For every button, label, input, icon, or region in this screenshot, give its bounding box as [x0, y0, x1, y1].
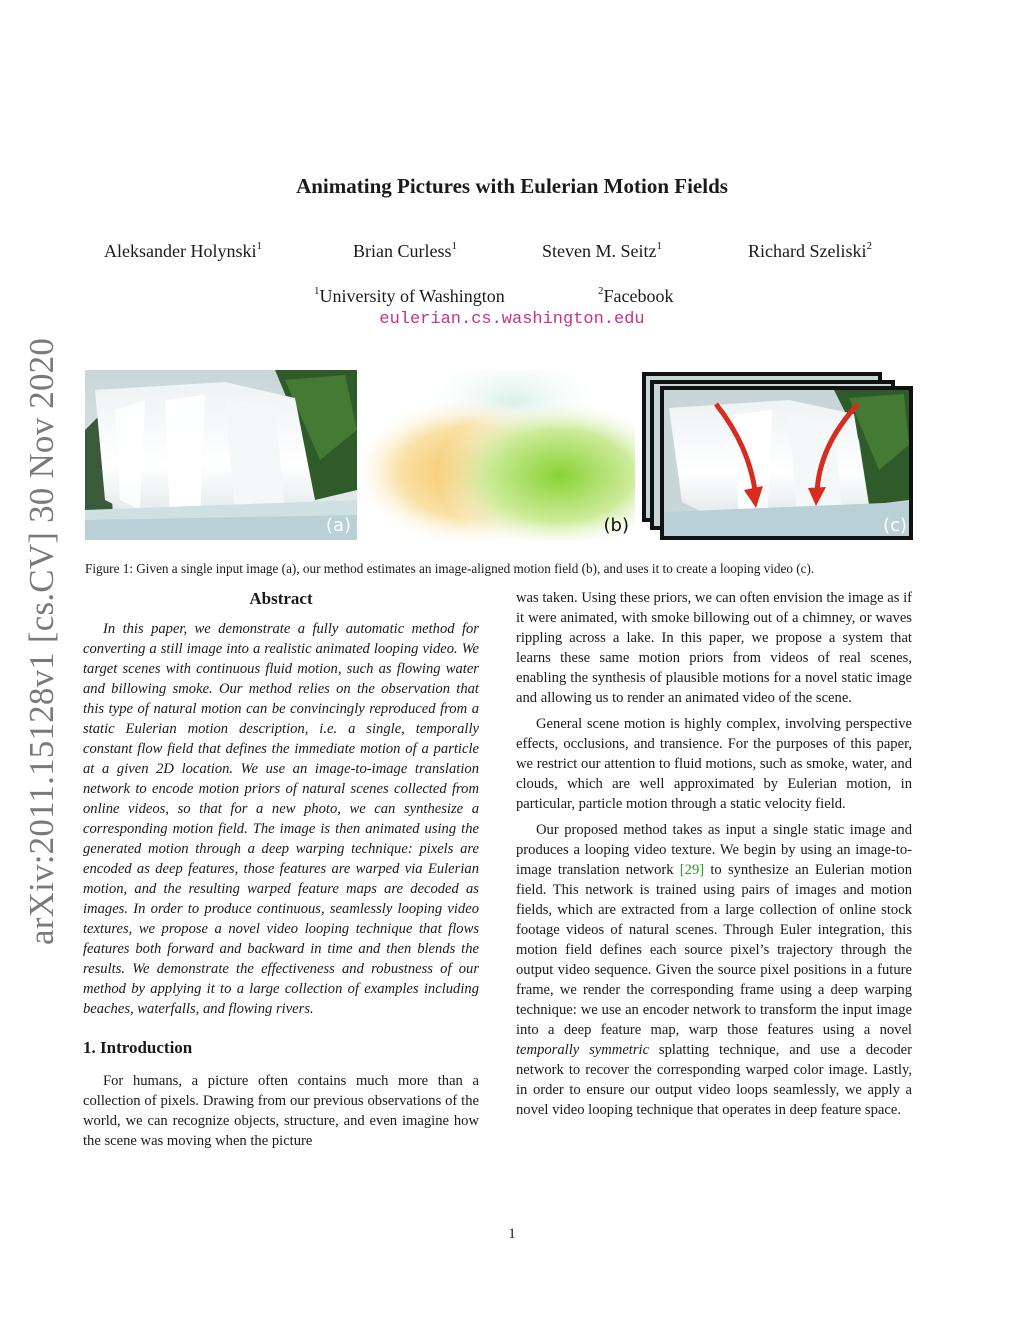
abstract-heading: Abstract — [249, 589, 313, 608]
affiliation: $^2$Facebook — [598, 285, 674, 306]
motion-field-panel — [363, 370, 635, 540]
paper-title: Animating Pictures with Eulerian Motion Fields — [296, 174, 728, 198]
author-name: Steven M. Seitz$^1$ — [542, 240, 662, 261]
author-name: Richard Szeliski$^2$ — [748, 240, 872, 261]
intro-paragraph-1-continued: was taken. Using these priors, we can often envision the image as if it were animated, with smoke billowing out of a chimney, or waves rippling across a lake. In this paper, we propose a system that learns these same motion priors from videos of real scenes, enabling the synthesis of plausible motions for a novel static image and allowing us to render an animated video of the scene. — [516, 590, 912, 706]
author-name: Brian Curless$^1$ — [353, 240, 457, 261]
motion-field-image — [363, 370, 635, 540]
looping-video-stack — [640, 370, 913, 540]
affiliation: $^1$University of Washington — [314, 285, 505, 306]
affiliation-list — [0, 285, 1024, 309]
author-name: Aleksander Holynski$^1$ — [104, 240, 262, 261]
introduction-heading: 1. Introduction — [83, 1038, 193, 1057]
arxiv-identifier: arXiv:2011.15128v1 [cs.CV] 30 Nov 2020 — [22, 337, 61, 945]
project-url[interactable]: eulerian.cs.washington.edu — [379, 310, 645, 329]
abstract-text: In this paper, we demonstrate a fully automatic method for converting a still image into a realistic animated looping video. We target scenes with continuous fluid motion, such as flowing water and billowing smoke. Our method relies on the observation that this type of natural motion can be convincingly reproduced from a static Eulerian motion description, i.e. a single, temporally constant flow field that defines the immediate motion of a particle at a given 2D location. We use an image-to-image translation network to encode motion priors of natural scenes collected from online videos, so that for a new photo, we can synthesize a corresponding motion field. The image is then animated using the generated motion through a deep warping technique: pixels are encoded as deep features, those features are warped via Eulerian motion, and the resulting warped feature maps are decoded as images. In order to produce continuous, seamlessly looping video textures, we propose a novel video looping technique that flows features both forward and backward in time and then blends the results. We demonstrate the effectiveness and robustness of our method by applying it to a large collection of examples including beaches, waterfalls, and flowing rivers. — [83, 621, 479, 1017]
input-image-panel — [85, 370, 357, 540]
intro-paragraph-3: Our proposed method takes as input a single static image and produces a looping video texture. We begin by using an image-to-image translation network [29] to synthesize an Eulerian motion field. This network is trained using pairs of images and motion fields, which are extracted from a large collection of online stock footage videos of natural scenes. Through Euler integration, this motion field defines each source pixel’s trajectory through the output video sequence. Given the source pixel positions in a future frame, we render the corresponding frame using a deep warping technique: we use an encoder network to transform the input image into a deep feature map, warp those features using a novel temporally symmetric splatting technique, and use a decoder network to recover the corresponding warped color image. Lastly, in order to ensure our output video loops seamlessly, we apply a novel video looping technique that operates in deep feature space. — [516, 822, 912, 1118]
panel-label-b: (b) — [603, 515, 629, 536]
intro-paragraph-2: General scene motion is highly complex, involving perspective effects, occlusions, and transience. For the purposes of this paper, we restrict our attention to fluid motions, such as smoke, water, and clouds, which are well approximated by Eulerian motion, in particular, particle motion through a static velocity field. — [516, 716, 912, 812]
intro-paragraph-1: For humans, a picture often contains much more than a collection of pixels. Drawing from our previous observations of the world, we can recognize objects, structure, and even imagine how the scene was moving when the picture — [83, 1073, 479, 1149]
citation-link[interactable]: [29] — [679, 862, 705, 878]
looping-video-panel — [640, 370, 913, 540]
waterfall-image — [85, 370, 357, 540]
teaser-figure — [85, 370, 913, 540]
page-number: 1 — [508, 1226, 516, 1242]
author-list — [0, 240, 1024, 268]
panel-label-c: (c) — [883, 515, 907, 536]
figure-caption: Figure 1: Given a single input image (a), our method estimates an image-aligned motion field (b), and uses it to create a looping video (c). — [85, 561, 815, 576]
left-column — [83, 588, 479, 1157]
right-column — [516, 588, 912, 1126]
panel-label-a: (a) — [325, 515, 351, 536]
